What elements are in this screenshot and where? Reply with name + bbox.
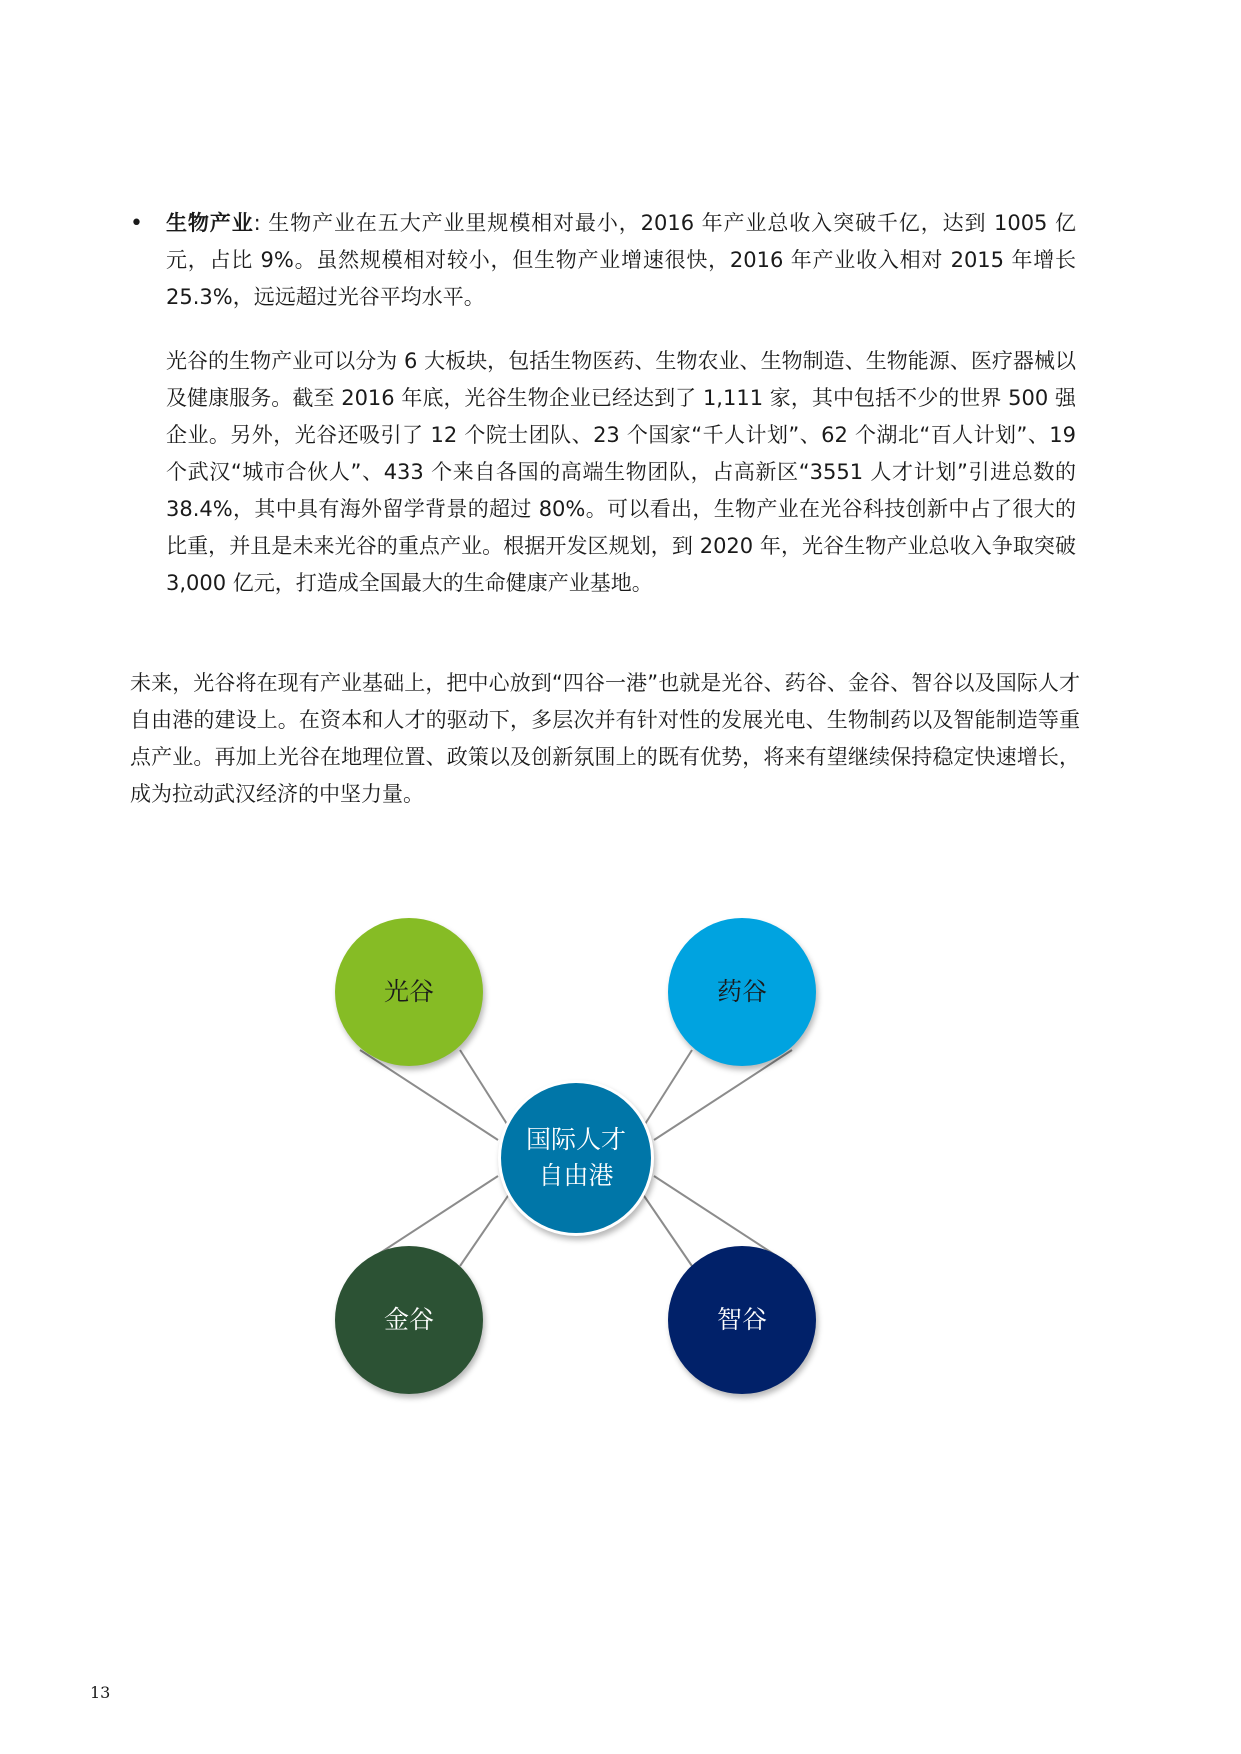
optics-valley-label: 光谷 <box>383 977 434 1006</box>
connector-line <box>640 1190 692 1266</box>
finance-valley-circle <box>335 1246 483 1394</box>
bullet-text <box>166 205 1076 316</box>
talent-free-port-line1: 国际人才 <box>525 1125 626 1154</box>
connector-line <box>360 1050 498 1140</box>
talent-free-port-label <box>526 1122 626 1194</box>
pharma-valley-label: 药谷 <box>716 977 767 1006</box>
bullet-body: : 生物产业在五大产业里规模相对最小，2016 年产业总收入突破千亿，达到 1005 亿元，占比 9%。虽然规模相对较小，但生物产业增速很快，2016 年产业收入相对 2015 年增长 25.3%，远远超过光谷平均水平。 <box>166 211 1076 309</box>
four-valleys-one-port-diagram <box>300 900 860 1420</box>
talent-free-port-circle <box>498 1080 654 1236</box>
bullet-marker: • <box>130 211 143 236</box>
pharma-valley-circle <box>668 918 816 1066</box>
page-number: 13 <box>90 1683 111 1702</box>
bio-industry-detail-paragraph: 光谷的生物产业可以分为 6 大板块，包括生物医药、生物农业、生物制造、生物能源、医疗器械以及健康服务。截至 2016 年底，光谷生物企业已经达到了 1,111 家，其中包括不少的世界 500 强企业。另外，光谷还吸引了 12 个院士团队、23 个国家“千人计划”、62 个湖北“百人计划”、19 个武汉“城市合伙人”、433 个来自各国的高端生物团队，占高新区“3551 人才计划”引进总数的 38.4%，其中具有海外留学背景的超过 80%。可以看出，生物产业在光谷科技创新中占了很大的比重，并且是未来光谷的重点产业。根据开发区规划，到 2020 年，光谷生物产业总收入争取突破 3,000 亿元，打造成全国最大的生命健康产业基地。 <box>166 349 1076 595</box>
finance-valley-label: 金谷 <box>383 1305 434 1334</box>
connector-line <box>460 1190 512 1266</box>
future-outlook-paragraph: 未来，光谷将在现有产业基础上，把中心放到“四谷一港”也就是光谷、药谷、金谷、智谷以及国际人才自由港的建设上。在资本和人才的驱动下，多层次并有针对性的发展光电、生物制药以及智能制造等重点产业。再加上光谷在地理位置、政策以及创新氛围上的既有优势，将来有望继续保持稳定快速增长，成为拉动武汉经济的中坚力量。 <box>130 671 1080 806</box>
smart-valley-label: 智谷 <box>716 1305 767 1334</box>
bullet-heading: 生物产业 <box>166 211 254 235</box>
optics-valley-circle <box>335 918 483 1066</box>
smart-valley-circle <box>668 1246 816 1394</box>
talent-free-port-line2: 自由港 <box>538 1161 614 1190</box>
